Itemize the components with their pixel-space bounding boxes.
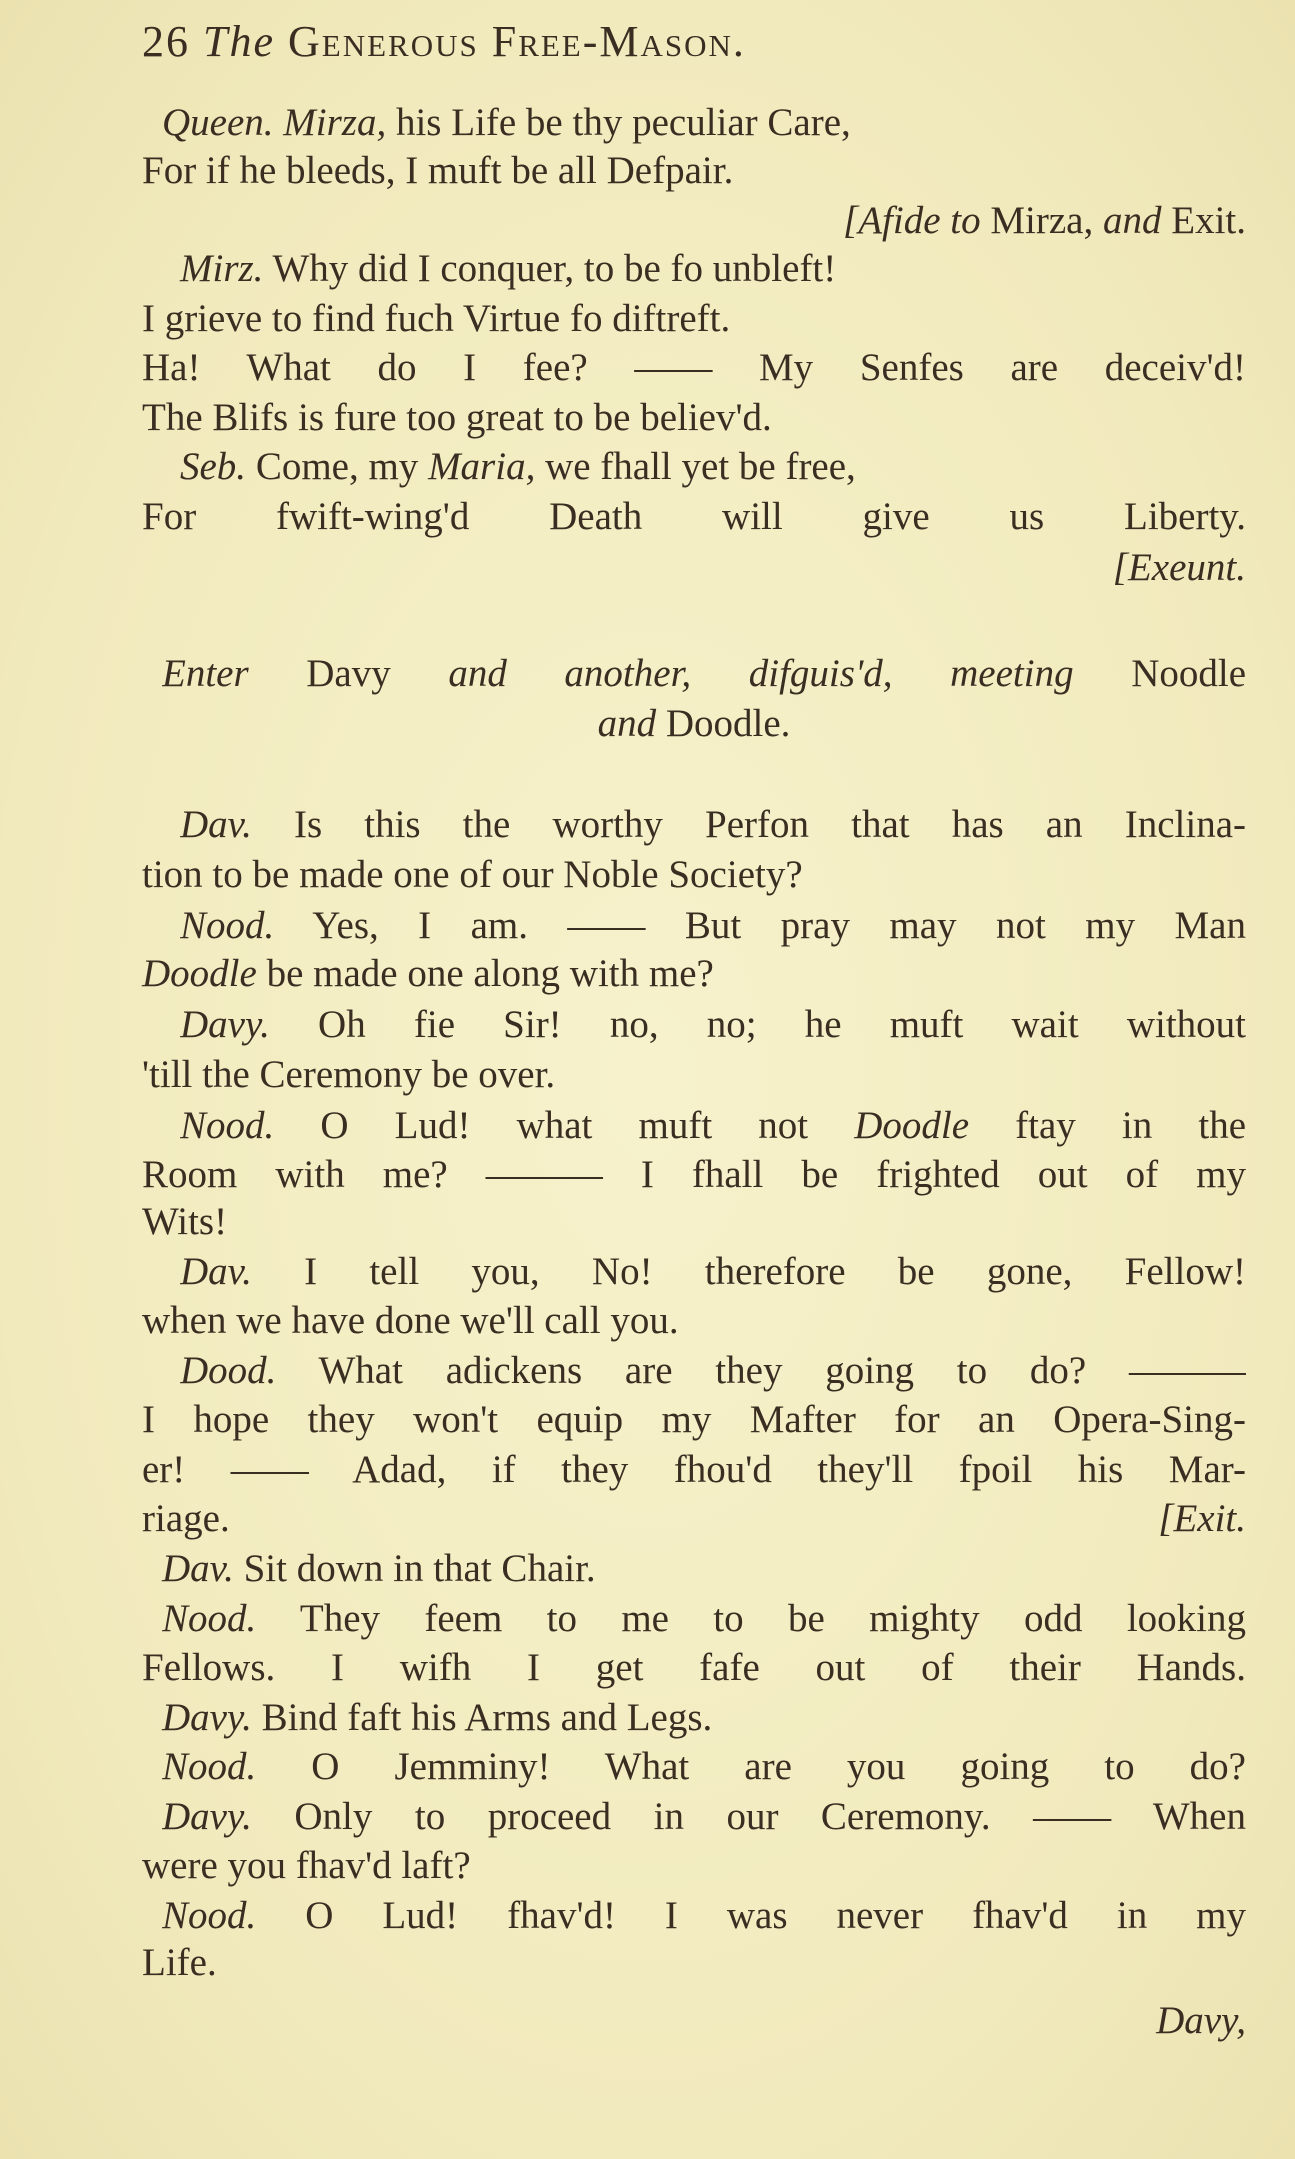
text-line: [142, 1446, 1246, 1494]
text-line: [180, 1102, 1246, 1150]
text-line: [180, 1347, 1246, 1395]
italic-text: Dav.: [180, 1250, 252, 1293]
roman-text: be made one along with me?: [256, 952, 714, 995]
italic-text: and: [1103, 199, 1172, 242]
roman-text: For fwift-wing'd Death will give us Liberty.: [142, 495, 1246, 538]
italic-text: Davy.: [162, 1795, 252, 1838]
text-line: [180, 245, 1246, 293]
text-line: [142, 1644, 1246, 1692]
italic-text: Dood.: [180, 1349, 277, 1392]
text-line: [180, 801, 1246, 849]
text-line: [162, 1743, 1246, 1791]
text-line: [142, 295, 1246, 343]
roman-text: Fellows. I wifh I get fafe out of their Hands.: [142, 1646, 1246, 1689]
header-the: The: [203, 17, 275, 66]
roman-text: Room with me? ——— I fhall be frighted out of my: [142, 1153, 1246, 1196]
roman-text: Noodle: [1131, 652, 1246, 695]
roman-text: I grieve to find fuch Virtue fo diftreft.: [142, 297, 731, 340]
text-line: [162, 1595, 1246, 1643]
text-line: [142, 700, 1246, 748]
roman-text: O Lud! fhav'd! I was never fhav'd in my: [256, 1894, 1246, 1937]
text-line: [162, 99, 1246, 147]
stage-direction-exit: [Exit.: [1158, 1497, 1246, 1540]
running-header: [142, 18, 1246, 66]
roman-text: O Jemminy! What are you going to do?: [256, 1745, 1246, 1788]
text-line: [142, 394, 1246, 442]
italic-text: Nood.: [180, 1104, 275, 1147]
roman-text: his Life be thy peculiar Care,: [386, 101, 851, 144]
text-line: [180, 1001, 1246, 1049]
text-line: [142, 493, 1246, 541]
roman-text: Wits!: [142, 1200, 228, 1243]
roman-text: Why did I conquer, to be fo unbleft!: [263, 247, 837, 290]
roman-text: Life.: [142, 1941, 217, 1984]
text-line: [162, 650, 1246, 698]
roman-text: Come, my: [246, 445, 429, 488]
text-line: [142, 147, 1246, 195]
text-line: [142, 344, 1246, 392]
roman-text: 'till the Ceremony be over.: [142, 1053, 556, 1096]
italic-text: Nood.: [162, 1745, 257, 1788]
italic-text: Mirz.: [180, 247, 264, 290]
italic-text: Dav.: [180, 803, 252, 846]
roman-text: we fhall yet be free,: [535, 445, 856, 488]
header-title: Generous Free-Mason.: [288, 17, 746, 66]
text-line: [180, 902, 1246, 950]
italic-text: [Exeunt.: [1112, 546, 1246, 589]
italic-text: Queen. Mirza,: [162, 101, 387, 144]
text-line: [142, 1198, 1246, 1246]
italic-text: and another, difguis'd, meeting: [448, 652, 1132, 695]
roman-text: Sit down in that Chair.: [233, 1547, 596, 1590]
roman-text: For if he bleeds, I muft be all Defpair.: [142, 149, 734, 192]
text-line: [162, 1545, 1246, 1593]
roman-text: Oh fie Sir! no, no; he muft wait without: [269, 1003, 1246, 1046]
roman-text: Is this the worthy Perfon that has an Inclina-: [251, 803, 1246, 846]
roman-text: ftay in the: [969, 1104, 1246, 1147]
roman-text: Doodle.: [665, 702, 791, 745]
text-line: [162, 1793, 1246, 1841]
italic-text: Nood.: [162, 1597, 257, 1640]
roman-text: Mirza,: [990, 199, 1103, 242]
roman-text: I tell you, No! therefore be gone, Fellow!: [251, 1250, 1246, 1293]
italic-text: Nood.: [162, 1894, 257, 1937]
italic-text: Doodle: [142, 952, 257, 995]
text-line: [142, 1842, 1246, 1890]
roman-text: er! —— Adad, if they fhou'd they'll fpoil his Mar-: [142, 1448, 1246, 1491]
roman-text: The Blifs is fure too great to be believ'd.: [142, 396, 772, 439]
italic-text: Seb.: [180, 445, 247, 488]
roman-text: riage.: [142, 1497, 230, 1540]
text-line: [162, 1694, 1246, 1742]
text-line: [142, 544, 1246, 592]
text-line: [142, 1051, 1246, 1099]
roman-text: Yes, I am. —— But pray may not my Man: [274, 904, 1246, 947]
italic-text: Dav.: [162, 1547, 234, 1590]
italic-text: Nood.: [180, 904, 275, 947]
roman-text: Davy: [306, 652, 449, 695]
roman-text: Only to proceed in our Ceremony. —— When: [251, 1795, 1246, 1838]
roman-text: Ha! What do I fee? —— My Senfes are deceiv'd!: [142, 346, 1246, 389]
roman-text: tion to be made one of our Noble Society?: [142, 853, 803, 896]
text-line: [142, 851, 1246, 899]
italic-text: Doodle: [854, 1104, 970, 1147]
italic-text: [Afide to: [843, 199, 991, 242]
roman-text: What adickens are they going to do? ———: [276, 1349, 1246, 1392]
italic-text: and: [597, 702, 666, 745]
italic-text: Davy.: [162, 1696, 252, 1739]
roman-text: They feem to me to be mighty odd looking: [256, 1597, 1246, 1640]
roman-text: were you fhav'd laft?: [142, 1844, 471, 1887]
roman-text: when we have done we'll call you.: [142, 1299, 679, 1342]
roman-text: I hope they won't equip my Mafter for an Opera-Sing-: [142, 1398, 1246, 1441]
italic-text: Enter: [162, 652, 307, 695]
page-number: 26: [142, 17, 190, 66]
italic-text: Davy.: [180, 1003, 270, 1046]
text-line: [180, 1248, 1246, 1296]
roman-text: Bind faft his Arms and Legs.: [251, 1696, 713, 1739]
text-line: [142, 1939, 1246, 1987]
roman-text: Exit.: [1171, 199, 1246, 242]
text-line: [180, 443, 1246, 491]
roman-text: O Lud! what muft not: [274, 1104, 855, 1147]
italic-text: Davy,: [1156, 1999, 1246, 2042]
text-line: [162, 1892, 1246, 1940]
italic-text: Maria,: [428, 445, 536, 488]
text-line: [142, 197, 1246, 245]
catchword: [142, 1997, 1246, 2045]
text-line: [142, 1297, 1246, 1345]
text-line: [142, 950, 1246, 998]
text-line: [142, 1151, 1246, 1199]
text-line: [142, 1396, 1246, 1444]
